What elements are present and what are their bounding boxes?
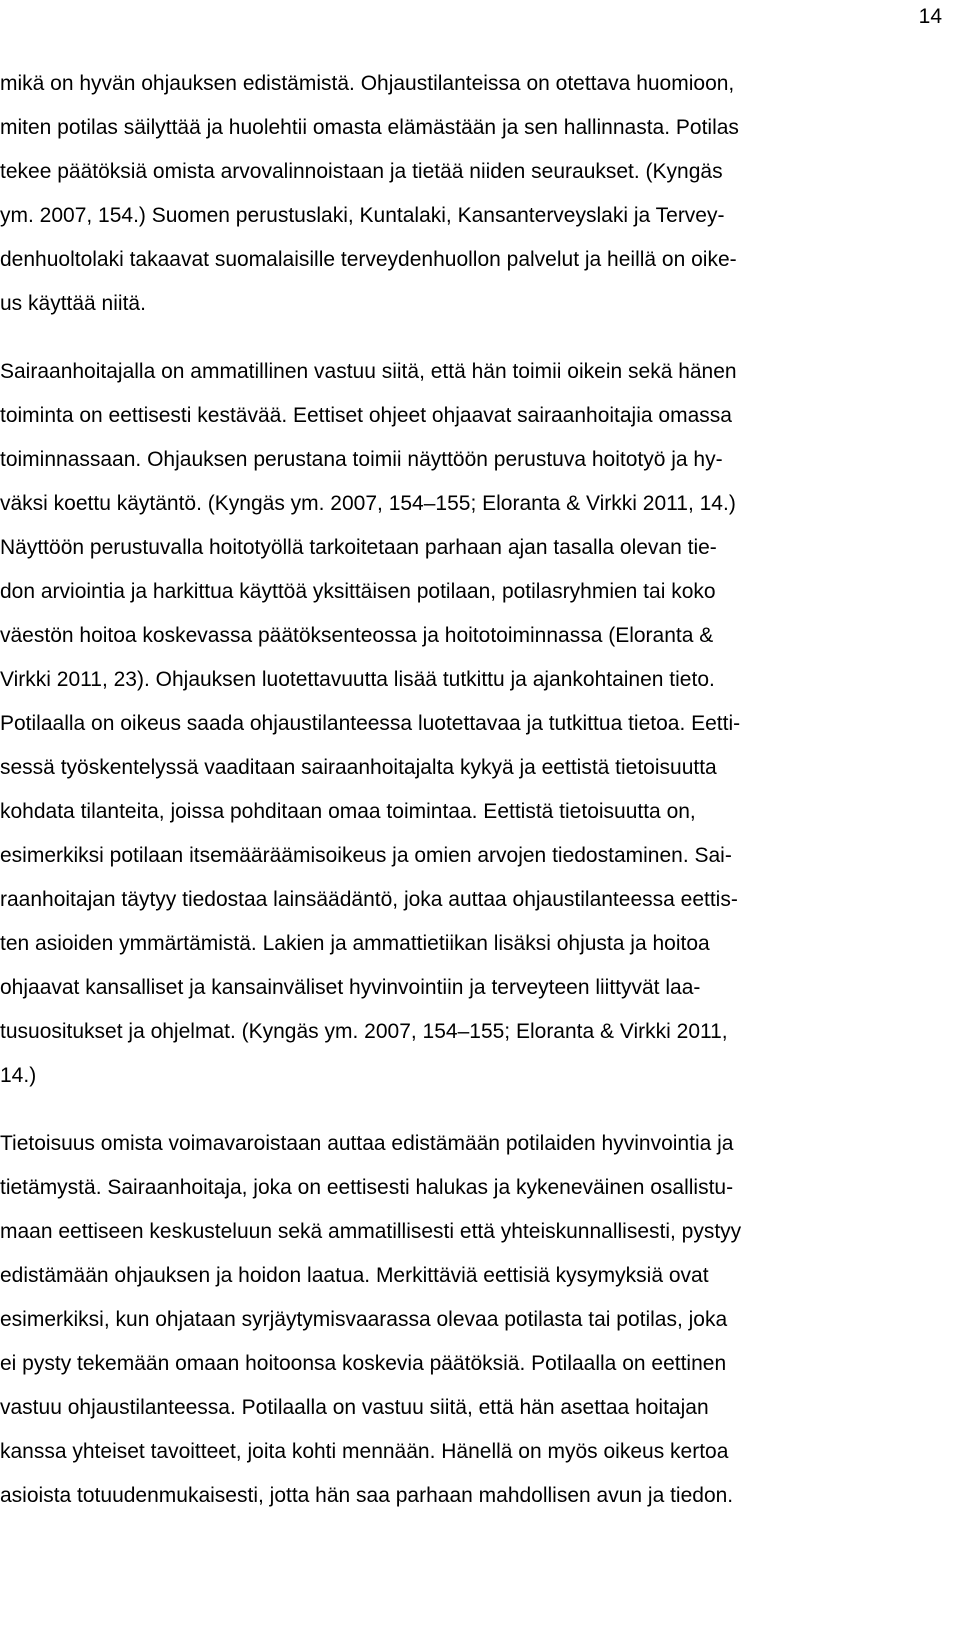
text-line: Tietoisuus omista voimavaroistaan auttaa edistämään potilaiden hyvinvointia ja xyxy=(0,1132,734,1155)
text-line: Potilaalla on oikeus saada ohjaustilanteessa luotettavaa ja tutkittua tietoa. Eetti- xyxy=(0,712,741,735)
text-line: denhuoltolaki takaavat suomalaisille terveydenhuollon palvelut ja heillä on oike- xyxy=(0,248,737,271)
text-line: esimerkiksi potilaan itsemääräämisoikeus ja omien arvojen tiedostaminen. Sai- xyxy=(0,844,732,867)
text-line: tekee päätöksiä omista arvovalinnoistaan ja tietää niiden seuraukset. (Kyngäs xyxy=(0,160,723,183)
text-line: ei pysty tekemään omaan hoitoonsa koskevia päätöksiä. Potilaalla on eettinen xyxy=(0,1352,727,1375)
text-line: ohjaavat kansalliset ja kansainväliset hyvinvointiin ja terveyteen liittyvät laa- xyxy=(0,976,701,999)
text-line: kanssa yhteiset tavoitteet, joita kohti mennään. Hänellä on myös oikeus kertoa xyxy=(0,1440,729,1463)
text-line: edistämään ohjauksen ja hoidon laatua. Merkittäviä eettisiä kysymyksiä ovat xyxy=(0,1264,709,1287)
text-line: sessä työskentelyssä vaaditaan sairaanhoitajalta kykyä ja eettistä tietoisuutta xyxy=(0,756,717,779)
text-line: maan eettiseen keskusteluun sekä ammatillisesti että yhteiskunnallisesti, pystyy xyxy=(0,1220,742,1243)
text-line: Sairaanhoitajalla on ammatillinen vastuu siitä, että hän toimii oikein sekä hänen xyxy=(0,360,737,383)
text-line: tusuositukset ja ohjelmat. (Kyngäs ym. 2007, 154–155; Eloranta & Virkki 2011, xyxy=(0,1020,728,1043)
text-line: toiminta on eettisesti kestävää. Eettiset ohjeet ohjaavat sairaanhoitajia omassa xyxy=(0,404,732,427)
text-line: Näyttöön perustuvalla hoitotyöllä tarkoitetaan parhaan ajan tasalla olevan tie- xyxy=(0,536,717,559)
text-line: esimerkiksi, kun ohjataan syrjäytymisvaarassa olevaa potilasta tai potilas, joka xyxy=(0,1308,728,1331)
text-line: raanhoitajan täytyy tiedostaa lainsäädäntö, joka auttaa ohjaustilanteessa eettis- xyxy=(0,888,738,911)
text-line: kohdata tilanteita, joissa pohditaan omaa toimintaa. Eettistä tietoisuutta on, xyxy=(0,800,696,823)
text-line: mikä on hyvän ohjauksen edistämistä. Ohjaustilanteissa on otettava huomioon, xyxy=(0,72,735,95)
text-line: vastuu ohjaustilanteessa. Potilaalla on vastuu siitä, että hän asettaa hoitajan xyxy=(0,1396,709,1419)
text-line: toiminnassaan. Ohjauksen perustana toimii näyttöön perustuva hoitotyö ja hy- xyxy=(0,448,723,471)
text-line: ten asioiden ymmärtämistä. Lakien ja ammattietiikan lisäksi ohjusta ja hoitoa xyxy=(0,932,710,955)
text-line: ym. 2007, 154.) Suomen perustuslaki, Kuntalaki, Kansanterveyslaki ja Tervey- xyxy=(0,204,725,227)
page-number: 14 xyxy=(918,5,942,28)
text-line: miten potilas säilyttää ja huolehtii omasta elämästään ja sen hallinnasta. Potilas xyxy=(0,116,739,139)
text-line: väksi koettu käytäntö. (Kyngäs ym. 2007, 154–155; Eloranta & Virkki 2011, 14.) xyxy=(0,492,736,515)
text-line: don arviointia ja harkittua käyttöä yksittäisen potilaan, potilasryhmien tai koko xyxy=(0,580,716,603)
text-line: asioista totuudenmukaisesti, jotta hän saa parhaan mahdollisen avun ja tiedon. xyxy=(0,1484,734,1507)
text-line: tietämystä. Sairaanhoitaja, joka on eettisesti halukas ja kykeneväinen osallistu- xyxy=(0,1176,734,1199)
text-line: 14.) xyxy=(0,1064,37,1087)
text-line: Virkki 2011, 23). Ohjauksen luotettavuutta lisää tutkittu ja ajankohtainen tieto. xyxy=(0,668,715,691)
text-line: us käyttää niitä. xyxy=(0,292,146,315)
text-line: väestön hoitoa koskevassa päätöksenteossa ja hoitotoiminnassa (Eloranta & xyxy=(0,624,714,647)
